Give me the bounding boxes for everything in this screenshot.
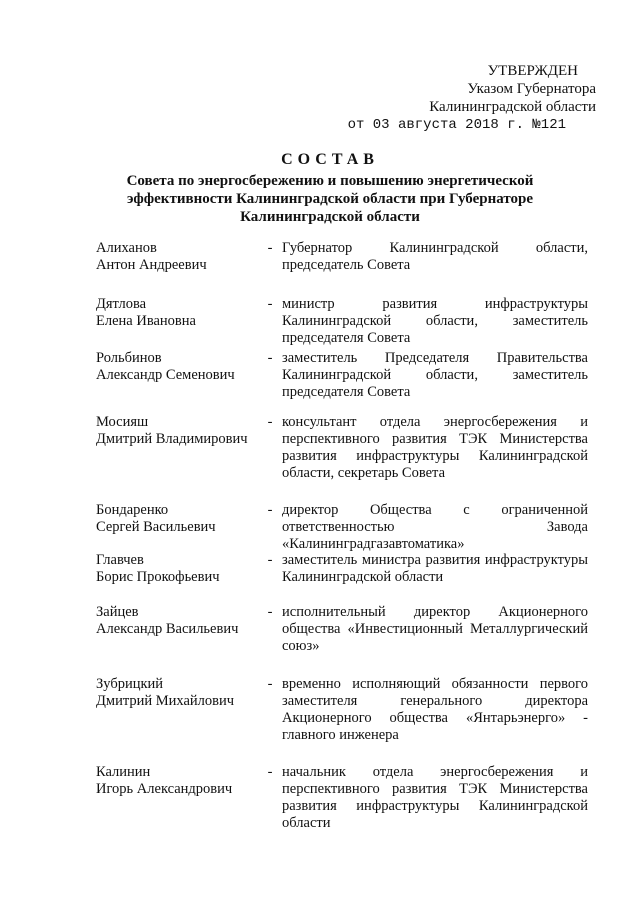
separator-dash: - [267,502,273,518]
approval-date: от 03 августа 2018 г. №121 [347,117,566,133]
member-row [96,764,588,844]
separator-dash: - [267,552,273,568]
document-heading [60,150,600,226]
member-name: Мосияш Дмитрий Владимирович [96,414,248,447]
separator-dash: - [267,296,273,312]
approval-block [348,62,596,134]
member-name: Зайцев Александр Васильевич [96,604,239,637]
member-role: временно исполняющий обязанности первого заместителя генерального директора Акционерного общества «Янтарьэнерго» - главного инженера [282,676,588,743]
member-name: Главчев Борис Прокофьевич [96,552,220,585]
member-name: Рольбинов Александр Семенович [96,350,235,383]
member-name: Дятлова Елена Ивановна [96,296,196,329]
approval-stamp: УТВЕРЖДЕН [487,63,578,79]
member-role: министр развития инфраструктуры Калининградской области, заместитель председателя Совета [282,296,588,346]
members-list [96,240,588,844]
approval-authority: Указом Губернатора [467,81,596,97]
member-row [96,552,588,604]
member-row [96,414,588,502]
member-role: консультант отдела энергосбережения и перспективного развития ТЭК Министерства развития инфраструктуры Калининградской области, секретарь Совета [282,414,588,481]
member-role: директор Общества с ограниченной ответственностью Завода «Калининградгазавтоматика» [282,502,588,552]
separator-dash: - [267,414,273,430]
member-name: Алиханов Антон Андреевич [96,240,207,273]
separator-dash: - [267,676,273,692]
document-title: СОСТАВ [281,151,379,168]
member-row [96,240,588,296]
separator-dash: - [267,350,273,366]
member-row [96,350,588,414]
document-subtitle: Совета по энергосбережению и повышению энергетической эффективности Калининградской области при Губернаторе Калининградской области [126,173,534,225]
member-row [96,296,588,350]
member-role: исполнительный директор Акционерного общества «Инвестиционный Металлургический союз» [282,604,588,654]
member-name: Калинин Игорь Александрович [96,764,233,797]
member-name: Бондаренко Сергей Васильевич [96,502,216,535]
separator-dash: - [267,764,273,780]
member-role: Губернатор Калининградской области, председатель Совета [282,240,588,273]
member-row [96,604,588,676]
member-row [96,502,588,552]
member-name: Зубрицкий Дмитрий Михайлович [96,676,235,709]
approval-region: Калининградской области [429,99,596,115]
member-role: начальник отдела энергосбережения и перспективного развития ТЭК Министерства развития инфраструктуры Калининградской области [282,764,588,831]
separator-dash: - [267,604,273,620]
member-row [96,676,588,764]
separator-dash: - [267,240,273,256]
member-role: заместитель Председателя Правительства Калининградской области, заместитель председателя Совета [282,350,588,400]
member-role: заместитель министра развития инфраструктуры Калининградской области [282,552,588,585]
